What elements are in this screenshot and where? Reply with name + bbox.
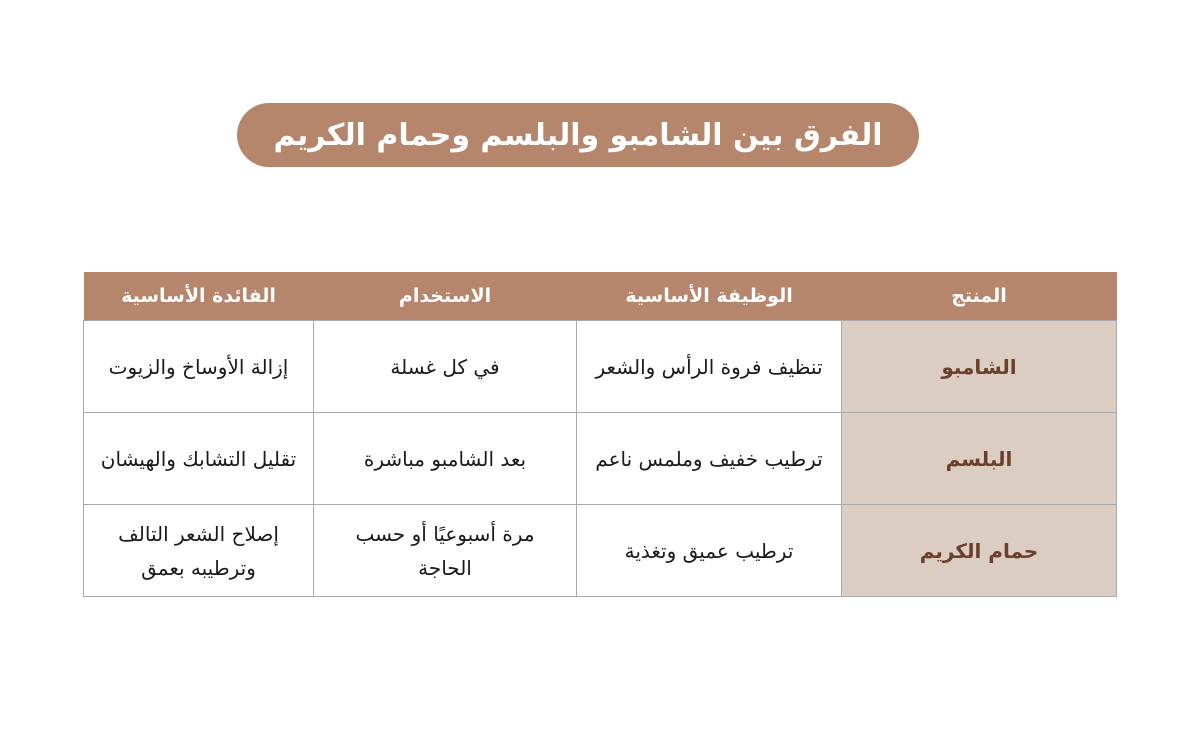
header-benefit: الفائدة الأساسية	[84, 272, 314, 321]
table-header-row	[84, 272, 1117, 321]
cell-benefit: إزالة الأوساخ والزيوت	[84, 321, 314, 413]
cell-benefit: تقليل التشابك والهيشان	[84, 413, 314, 505]
comparison-table-container	[83, 272, 1116, 597]
cell-usage: مرة أسبوعيًا أو حسب الحاجة	[314, 505, 577, 597]
header-product: المنتج	[842, 272, 1117, 321]
cell-product: حمام الكريم	[842, 505, 1117, 597]
cell-function: ترطيب عميق وتغذية	[577, 505, 842, 597]
table-row	[84, 505, 1117, 597]
cell-function: ترطيب خفيف وملمس ناعم	[577, 413, 842, 505]
table-row	[84, 413, 1117, 505]
cell-function: تنظيف فروة الرأس والشعر	[577, 321, 842, 413]
cell-usage: بعد الشامبو مباشرة	[314, 413, 577, 505]
comparison-table	[83, 272, 1117, 597]
cell-product: البلسم	[842, 413, 1117, 505]
header-function: الوظيفة الأساسية	[577, 272, 842, 321]
table-row	[84, 321, 1117, 413]
cell-product: الشامبو	[842, 321, 1117, 413]
cell-usage: في كل غسلة	[314, 321, 577, 413]
page-title: الفرق بين الشامبو والبلسم وحمام الكريم	[237, 103, 919, 167]
cell-benefit: إصلاح الشعر التالف وترطيبه بعمق	[84, 505, 314, 597]
header-usage: الاستخدام	[314, 272, 577, 321]
